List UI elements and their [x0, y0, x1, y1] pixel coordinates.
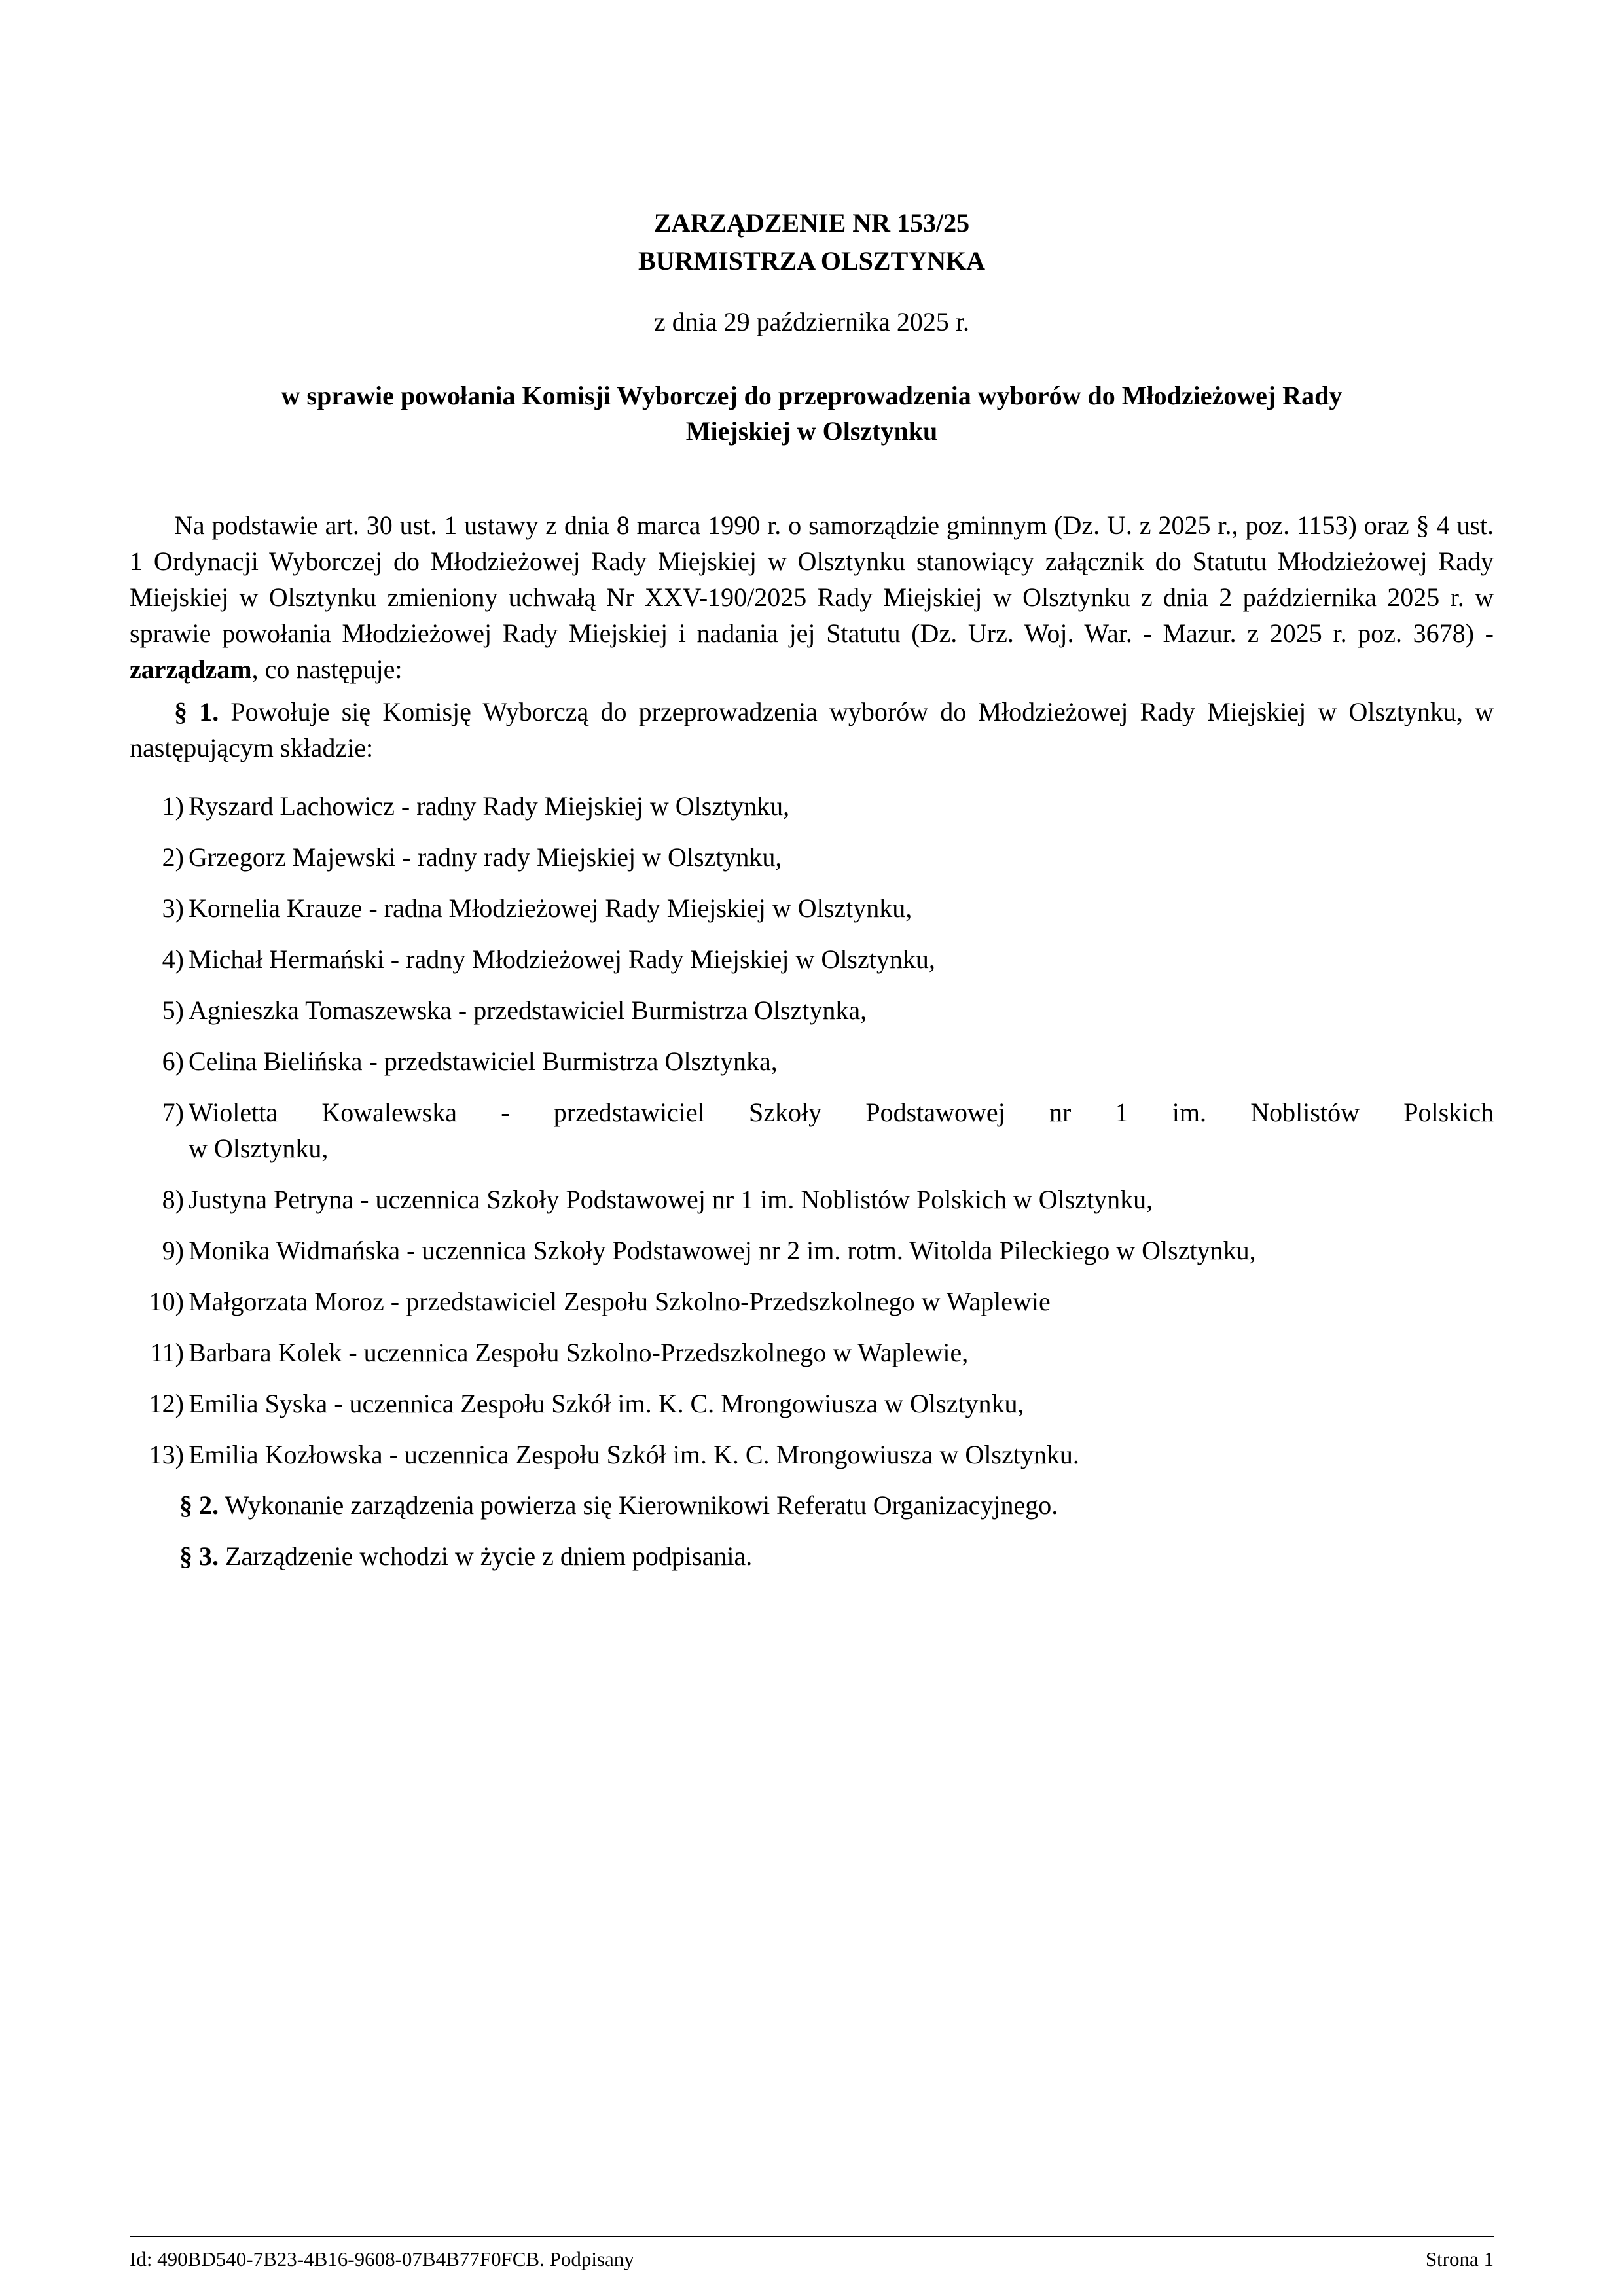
- list-item-text: Ryszard Lachowicz - radny Rady Miejskiej w Olsztynku,: [189, 791, 790, 821]
- title-line-1: ZARZĄDZENIE NR 153/25: [653, 208, 970, 238]
- document-title: [130, 204, 1494, 280]
- list-item-text: Emilia Syska - uczennica Zespołu Szkół im. K. C. Mrongowiusza w Olsztynku,: [189, 1389, 1024, 1418]
- list-item: [130, 1043, 1494, 1079]
- preamble-tail: , co następuje:: [251, 655, 403, 684]
- section-3-text: Zarządzenie wchodzi w życie z dniem podpisania.: [219, 1541, 753, 1571]
- list-item-text: Emilia Kozłowska - uczennica Zespołu Szkół im. K. C. Mrongowiusza w Olsztynku.: [189, 1440, 1079, 1469]
- page-footer: [130, 2246, 1494, 2272]
- list-item-number: 2): [162, 842, 184, 872]
- section-1-label: § 1.: [174, 697, 219, 726]
- section-3-paragraph: [130, 1538, 1494, 1574]
- preamble-bold-word: zarządzam: [130, 655, 252, 684]
- list-item-text: Celina Bielińska - przedstawiciel Burmistrza Olsztynka,: [189, 1047, 778, 1076]
- list-item-text: Agnieszka Tomaszewska - przedstawiciel Burmistrza Olsztynka,: [189, 996, 867, 1025]
- list-item-number: 13): [149, 1440, 184, 1469]
- list-item-number: 6): [162, 1047, 184, 1076]
- list-item: [130, 1335, 1494, 1371]
- list-item-number: 5): [162, 996, 184, 1025]
- section-1-text: Powołuje się Komisję Wyborczą do przeprowadzenia wyborów do Młodzieżowej Rady Miejskiej w Olsztynku, w następującym składzie:: [130, 697, 1494, 762]
- list-item-number: 3): [162, 893, 184, 923]
- document-date: z dnia 29 października 2025 r.: [653, 307, 970, 336]
- list-item: [130, 992, 1494, 1028]
- page-number: Strona 1: [1425, 2248, 1494, 2270]
- document-id: Id: 490BD540-7B23-4B16-9608-07B4B77F0FCB. Podpisany: [130, 2248, 634, 2270]
- list-item: [130, 839, 1494, 875]
- list-item-text: Grzegorz Majewski - radny rady Miejskiej w Olsztynku,: [189, 842, 782, 872]
- title-line-2: BURMISTRZA OLSZTYNKA: [638, 246, 986, 276]
- list-item-number: 8): [162, 1185, 184, 1214]
- list-item-text-continuation: w Olsztynku,: [189, 1134, 329, 1163]
- section-2-paragraph: [130, 1487, 1494, 1523]
- document-subject: [130, 378, 1494, 449]
- subject-line-1: w sprawie powołania Komisji Wyborczej do przeprowadzenia wyborów do Młodzieżowej Rady: [281, 381, 1343, 410]
- list-item-text: Wioletta Kowalewska - przedstawiciel Szkoły Podstawowej nr 1 im. Noblistów Polskich: [189, 1098, 1494, 1127]
- list-item: [130, 1437, 1494, 1473]
- list-item-text: Barbara Kolek - uczennica Zespołu Szkolno-Przedszkolnego w Waplewie,: [189, 1338, 969, 1367]
- list-item-text: Monika Widmańska - uczennica Szkoły Podstawowej nr 2 im. rotm. Witolda Pileckiego w Olsztynku,: [189, 1236, 1256, 1265]
- list-item: [130, 1386, 1494, 1422]
- list-item-text: Michał Hermański - radny Młodzieżowej Rady Miejskiej w Olsztynku,: [189, 944, 935, 974]
- section-2-label: § 2.: [179, 1490, 219, 1520]
- list-item-number: 10): [149, 1287, 184, 1316]
- list-item: [130, 1232, 1494, 1268]
- list-item: [130, 941, 1494, 977]
- list-item-number: 7): [162, 1098, 184, 1127]
- list-item-number: 12): [149, 1389, 184, 1418]
- list-item-text: Justyna Petryna - uczennica Szkoły Podstawowej nr 1 im. Noblistów Polskich w Olsztynku,: [189, 1185, 1153, 1214]
- list-item-text: Małgorzata Moroz - przedstawiciel Zespołu Szkolno-Przedszkolnego w Waplewie: [189, 1287, 1051, 1316]
- list-item-number: 11): [150, 1338, 184, 1367]
- list-item-number: 1): [162, 791, 184, 821]
- list-item: [130, 1094, 1494, 1166]
- footer-divider: [130, 2236, 1494, 2237]
- section-3-label: § 3.: [179, 1541, 219, 1571]
- list-item: [130, 890, 1494, 926]
- list-item-number: 9): [162, 1236, 184, 1265]
- subject-line-2: Miejskiej w Olsztynku: [685, 416, 938, 446]
- section-2-text: Wykonanie zarządzenia powierza się Kierownikowi Referatu Organizacyjnego.: [219, 1490, 1058, 1520]
- preamble-paragraph: [130, 507, 1494, 687]
- list-item-number: 4): [162, 944, 184, 974]
- list-item: [130, 1181, 1494, 1217]
- section-1-paragraph: [130, 694, 1494, 766]
- list-item: [130, 788, 1494, 824]
- preamble-text: Na podstawie art. 30 ust. 1 ustawy z dnia 8 marca 1990 r. o samorządzie gminnym (Dz. U. z 2025 r., poz. 1153) oraz § 4 ust. 1 Ordynacji Wyborczej do Młodzieżowej Rady Miejskiej w Olsztynku stanowiący załącznik do Statutu Młodzieżowej Rady Miejskiej w Olsztynku zmieniony uchwałą Nr XXV-190/2025 Rady Miejskiej w Olsztynku z dnia 2 października 2025 r. w sprawie powołania Młodzieżowej Rady Miejskiej i nadania jej Statutu (Dz. Urz. Woj. War. - Mazur. z 2025 r. poz. 3678) -: [130, 511, 1494, 648]
- list-item-text: Kornelia Krauze - radna Młodzieżowej Rady Miejskiej w Olsztynku,: [189, 893, 912, 923]
- list-item: [130, 1283, 1494, 1319]
